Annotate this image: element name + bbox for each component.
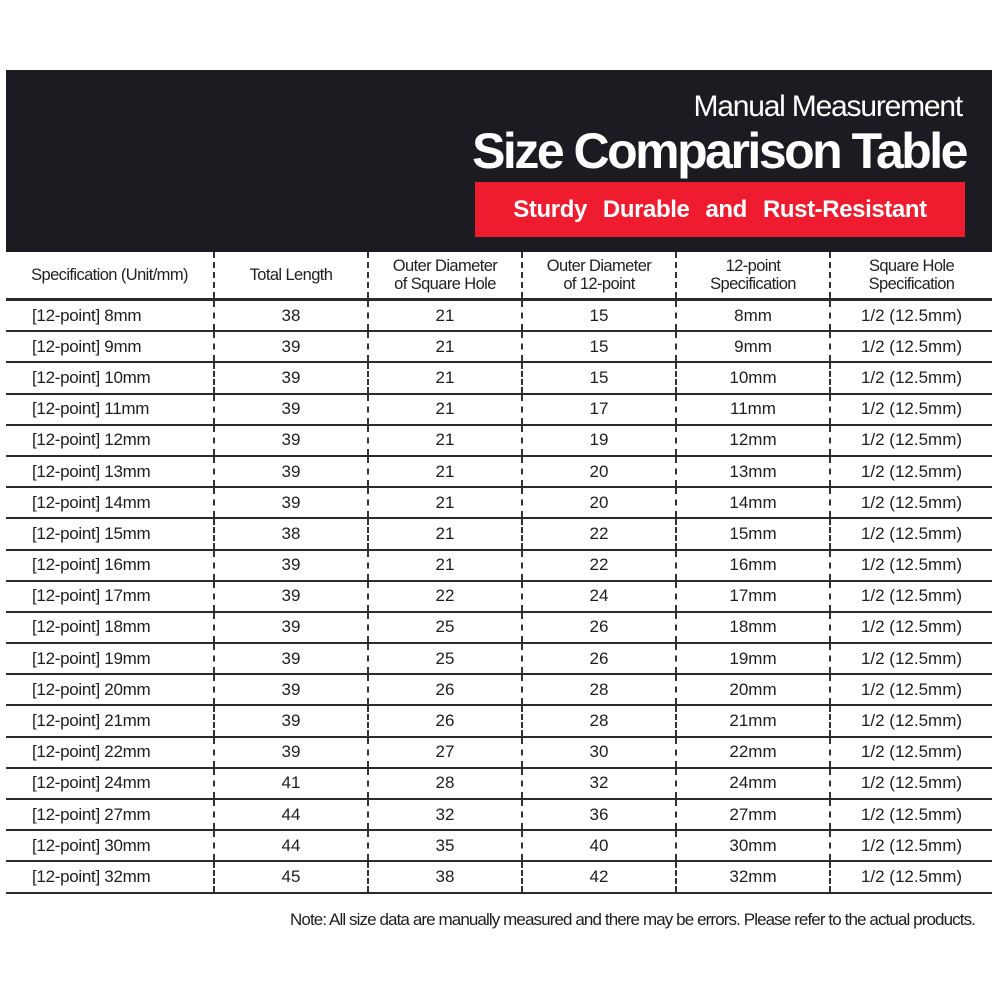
table-cell: 9mm: [676, 331, 830, 362]
table-cell: 1/2 (12.5mm): [830, 518, 992, 549]
table-cell: 38: [214, 300, 368, 332]
table-cell: [12-point] 16mm: [6, 550, 214, 581]
table-cell: 1/2 (12.5mm): [830, 487, 992, 518]
table-row: [6, 768, 992, 799]
table-cell: 35: [368, 830, 522, 861]
table-cell: 17mm: [676, 581, 830, 612]
table-cell: [12-point] 15mm: [6, 518, 214, 549]
table-cell: 1/2 (12.5mm): [830, 705, 992, 736]
table-cell: 11mm: [676, 394, 830, 425]
table-cell: 41: [214, 768, 368, 799]
table-cell: [12-point] 18mm: [6, 612, 214, 643]
table-cell: 21: [368, 331, 522, 362]
table-cell: 25: [368, 612, 522, 643]
table-cell: 1/2 (12.5mm): [830, 331, 992, 362]
table-header-row: [6, 252, 992, 300]
table-cell: 15mm: [676, 518, 830, 549]
table-cell: [12-point] 14mm: [6, 487, 214, 518]
header-banner: [6, 70, 992, 252]
table-cell: [12-point] 10mm: [6, 362, 214, 393]
table-cell: 38: [214, 518, 368, 549]
table-cell: 21: [368, 550, 522, 581]
table-cell: 1/2 (12.5mm): [830, 674, 992, 705]
table-row: [6, 705, 992, 736]
table-cell: 39: [214, 331, 368, 362]
table-cell: 1/2 (12.5mm): [830, 550, 992, 581]
table-cell: 39: [214, 612, 368, 643]
table-row: [6, 518, 992, 549]
table-cell: 1/2 (12.5mm): [830, 394, 992, 425]
table-row: [6, 425, 992, 456]
table-cell: 42: [522, 861, 676, 892]
tagline-word: Rust-Resistant: [762, 195, 927, 223]
table-cell: 26: [368, 705, 522, 736]
table-cell: 22mm: [676, 737, 830, 768]
column-header-total-length: Total Length: [214, 252, 368, 300]
tagline-word: and: [705, 195, 747, 223]
table-cell: 1/2 (12.5mm): [830, 643, 992, 674]
table-cell: [12-point] 22mm: [6, 737, 214, 768]
table-cell: 32: [522, 768, 676, 799]
table-cell: 18mm: [676, 612, 830, 643]
table-cell: 39: [214, 425, 368, 456]
table-cell: 1/2 (12.5mm): [830, 861, 992, 892]
table-cell: 39: [214, 362, 368, 393]
table-row: [6, 456, 992, 487]
table-cell: 39: [214, 456, 368, 487]
table-row: [6, 581, 992, 612]
table-cell: 1/2 (12.5mm): [830, 799, 992, 830]
table-cell: [12-point] 11mm: [6, 394, 214, 425]
table-cell: 1/2 (12.5mm): [830, 581, 992, 612]
table-cell: 25: [368, 643, 522, 674]
table-cell: 39: [214, 674, 368, 705]
table-cell: 15: [522, 362, 676, 393]
table-cell: 21: [368, 362, 522, 393]
table-row: [6, 674, 992, 705]
table-cell: 15: [522, 331, 676, 362]
table-cell: 26: [368, 674, 522, 705]
table-cell: 1/2 (12.5mm): [830, 362, 992, 393]
table-cell: [12-point] 9mm: [6, 331, 214, 362]
size-comparison-table: [6, 252, 992, 894]
column-header-12-point-spec: 12-point Specification: [676, 252, 830, 300]
tagline-word: Sturdy: [513, 195, 587, 223]
table-cell: 28: [522, 705, 676, 736]
table-cell: 45: [214, 861, 368, 892]
table-cell: [12-point] 12mm: [6, 425, 214, 456]
table-row: [6, 737, 992, 768]
table-cell: 21: [368, 425, 522, 456]
table-cell: 21: [368, 487, 522, 518]
table-cell: 40: [522, 830, 676, 861]
table-cell: 21: [368, 518, 522, 549]
column-header-square-hole-spec: Square Hole Specification: [830, 252, 992, 300]
table-cell: 1/2 (12.5mm): [830, 737, 992, 768]
table-cell: 24: [522, 581, 676, 612]
tagline-badge: [475, 182, 965, 237]
table-cell: 1/2 (12.5mm): [830, 425, 992, 456]
table-cell: 30: [522, 737, 676, 768]
table-cell: 12mm: [676, 425, 830, 456]
table-row: [6, 487, 992, 518]
table-cell: 20: [522, 487, 676, 518]
table-cell: 24mm: [676, 768, 830, 799]
table-cell: 19: [522, 425, 676, 456]
table-cell: 39: [214, 737, 368, 768]
table-cell: [12-point] 13mm: [6, 456, 214, 487]
table-cell: 39: [214, 550, 368, 581]
table-cell: 39: [214, 643, 368, 674]
table-cell: 28: [368, 768, 522, 799]
table-cell: 32: [368, 799, 522, 830]
table-row: [6, 799, 992, 830]
table-row: [6, 830, 992, 861]
table-cell: 21: [368, 300, 522, 332]
table-cell: 13mm: [676, 456, 830, 487]
table-cell: [12-point] 19mm: [6, 643, 214, 674]
table-cell: 1/2 (12.5mm): [830, 456, 992, 487]
column-header-12-point-diameter: Outer Diameter of 12-point: [522, 252, 676, 300]
table-cell: 22: [522, 550, 676, 581]
table-cell: 19mm: [676, 643, 830, 674]
table-cell: 20: [522, 456, 676, 487]
column-header-specification: Specification (Unit/mm): [6, 252, 214, 300]
table-cell: 27mm: [676, 799, 830, 830]
table-cell: [12-point] 27mm: [6, 799, 214, 830]
table-cell: [12-point] 8mm: [6, 300, 214, 332]
table-cell: 32mm: [676, 861, 830, 892]
table-cell: 30mm: [676, 830, 830, 861]
table-cell: [12-point] 17mm: [6, 581, 214, 612]
table-cell: [12-point] 21mm: [6, 705, 214, 736]
table-row: [6, 550, 992, 581]
table-cell: 44: [214, 799, 368, 830]
table-cell: 44: [214, 830, 368, 861]
table-cell: 8mm: [676, 300, 830, 332]
table-row: [6, 643, 992, 674]
table-cell: 22: [368, 581, 522, 612]
table-cell: 21: [368, 394, 522, 425]
table-cell: 21mm: [676, 705, 830, 736]
table-cell: 1/2 (12.5mm): [830, 612, 992, 643]
table-cell: 36: [522, 799, 676, 830]
table-cell: 22: [522, 518, 676, 549]
header-subtitle: Manual Measurement: [693, 90, 962, 123]
table-cell: [12-point] 20mm: [6, 674, 214, 705]
table-row: [6, 612, 992, 643]
header-title: Size Comparison Table: [472, 123, 966, 179]
table-row: [6, 300, 992, 332]
table-cell: [12-point] 24mm: [6, 768, 214, 799]
table-cell: 39: [214, 487, 368, 518]
table-cell: 39: [214, 581, 368, 612]
table-cell: [12-point] 32mm: [6, 861, 214, 892]
table-cell: 21: [368, 456, 522, 487]
table-cell: 17: [522, 394, 676, 425]
table-cell: 20mm: [676, 674, 830, 705]
table-cell: 27: [368, 737, 522, 768]
table-cell: [12-point] 30mm: [6, 830, 214, 861]
table-cell: 14mm: [676, 487, 830, 518]
tagline-word: Durable: [602, 195, 690, 223]
table-cell: 39: [214, 394, 368, 425]
table-cell: 39: [214, 705, 368, 736]
table-cell: 26: [522, 612, 676, 643]
footnote: Note: All size data are manually measured and there may be errors. Please refer to the actual products.: [290, 910, 975, 929]
table-cell: 38: [368, 861, 522, 892]
table-cell: 1/2 (12.5mm): [830, 300, 992, 332]
column-header-square-hole-diameter: Outer Diameter of Square Hole: [368, 252, 522, 300]
table-row: [6, 394, 992, 425]
table-cell: 10mm: [676, 362, 830, 393]
table-cell: 16mm: [676, 550, 830, 581]
table-cell: 15: [522, 300, 676, 332]
table-cell: 1/2 (12.5mm): [830, 768, 992, 799]
table-cell: 1/2 (12.5mm): [830, 830, 992, 861]
table-row: [6, 331, 992, 362]
table-row: [6, 861, 992, 892]
table-cell: 28: [522, 674, 676, 705]
table-row: [6, 362, 992, 393]
table-cell: 26: [522, 643, 676, 674]
